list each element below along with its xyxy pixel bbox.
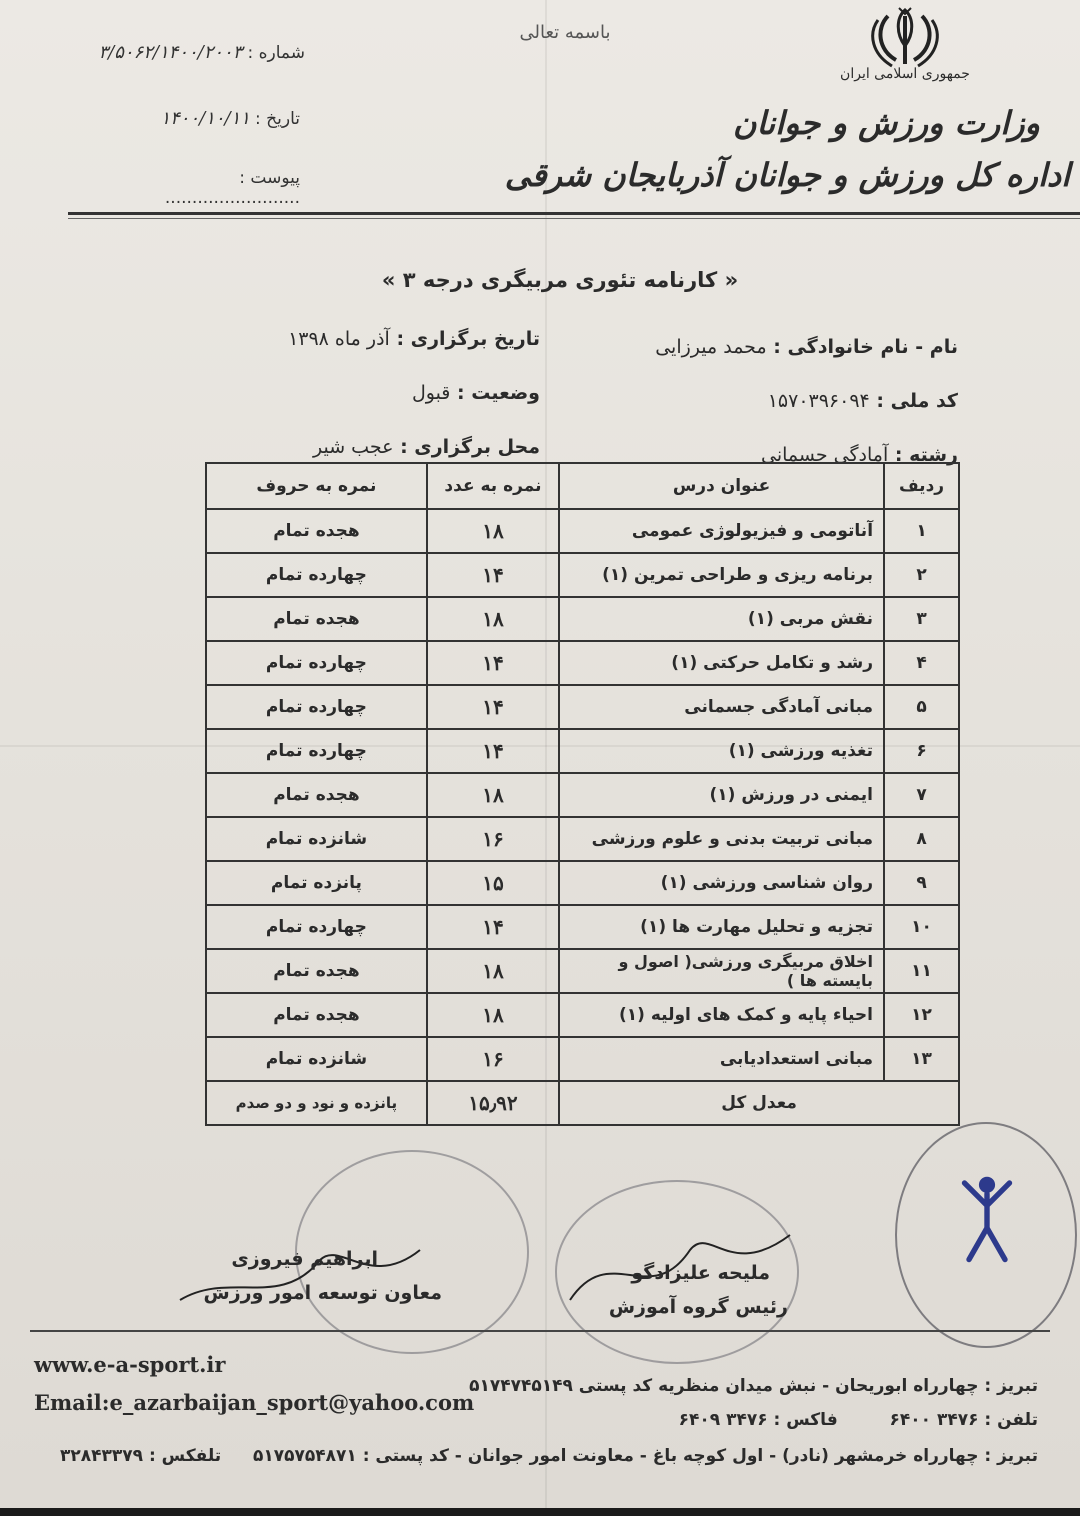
date-label: تاریخ : [255,109,300,129]
header-course-title: عنوان درس [559,463,884,509]
score-number: ۱۴ [427,905,559,949]
score-words: هجده تمام [206,773,427,817]
row-number: ۵ [884,685,959,729]
emblem-caption: جمهوری اسلامی ایران [840,66,970,82]
table-row [206,861,959,905]
right-signer-name: ملیحه علیزادگو [631,1262,770,1284]
attachment-dots: ......................... [164,188,300,208]
score-words: پانزده تمام [206,861,427,905]
table-row [206,641,959,685]
score-number: ۱۴ [427,553,559,597]
name-row [655,336,958,358]
score-number: ۱۴ [427,685,559,729]
phone-label: تلفن : [984,1410,1038,1430]
header-rule-thin [68,218,1080,219]
fax-label: فاکس : [773,1410,838,1430]
address-line-2 [60,1446,1038,1466]
federation-stamp [895,1122,1077,1348]
national-id-value: ۱۵۷۰۳۹۶۰۹۴ [767,390,870,412]
table-row [206,817,959,861]
telefax-value: ۳۲۸۴۳۳۷۹ [60,1446,144,1466]
table-row [206,685,959,729]
status-row [412,382,540,404]
course-title: برنامه ریزی و طراحی تمرین (۱) [559,553,884,597]
right-signer-title: رئیس گروه آموزش [608,1296,788,1318]
score-words: هجده تمام [206,597,427,641]
status-value: قبول [411,382,451,404]
table-row [206,773,959,817]
score-words: شانزده تمام [206,817,427,861]
score-words: چهارده تمام [206,685,427,729]
date-value: ۱۴۰۰/۱۰/۱۱ [160,108,250,129]
course-title: ایمنی در ورزش (۱) [559,773,884,817]
number-label: شماره : [247,43,305,63]
exam-date-value: آذر ماه ۱۳۹۸ [288,328,390,350]
number-value: ۳/۵۰۶۲/۱۴۰۰/۲۰۰۳ [98,42,243,63]
course-title: مبانی آمادگی جسمانی [559,685,884,729]
total-row [206,1081,959,1125]
table-row [206,597,959,641]
row-number: ۱۱ [884,949,959,993]
field-value: آمادگی جسمانی [761,444,889,466]
left-signer-title: معاون توسعه امور ورزش [203,1282,442,1304]
course-title: مبانی استعدادیابی [559,1037,884,1081]
exam-date-label: تاریخ برگزاری : [396,328,540,350]
row-number: ۱۳ [884,1037,959,1081]
row-number: ۷ [884,773,959,817]
header-rule [68,212,1080,215]
row-number: ۱ [884,509,959,553]
score-words: هجده تمام [206,509,427,553]
department-name: اداره کل ورزش و جوانان آذربایجان شرقی [504,156,1070,194]
score-number: ۱۶ [427,817,559,861]
score-words: هجده تمام [206,993,427,1037]
national-id-row [768,390,958,412]
course-title: نقش مربی (۱) [559,597,884,641]
total-words: پانزده و نود و دو صدم [206,1081,427,1125]
venue-value: عجب شیر [313,436,394,458]
table-header-row [206,463,959,509]
table-row [206,949,959,993]
email-link[interactable]: Email:e_azarbaijan_sport@yahoo.com [34,1390,475,1415]
total-score: ۱۵٫۹۲ [427,1081,559,1125]
row-number: ۳ [884,597,959,641]
header-score-number: نمره به عدد [427,463,559,509]
website-link[interactable]: www.e-a-sport.ir [34,1352,226,1377]
score-number: ۱۸ [427,597,559,641]
total-label: معدل کل [559,1081,959,1125]
table-row [206,509,959,553]
address-line-1: تبریز : چهارراه ابوریحان - نبش میدان منظریه کد پستی ۵۱۷۴۷۴۵۱۴۹ [469,1376,1038,1396]
bismillah: باسمه تعالی [519,22,611,43]
score-words: چهارده تمام [206,641,427,685]
national-id-label: کد ملی : [876,390,958,412]
course-title: رشد و تکامل حرکتی (۱) [559,641,884,685]
grades-table-body [206,509,959,1125]
score-words: چهارده تمام [206,729,427,773]
fax-value: ۳۴۷۶ ۶۴۰۹ [678,1410,768,1430]
row-number: ۱۰ [884,905,959,949]
score-number: ۱۶ [427,1037,559,1081]
header-row-number: ردیف [884,463,959,509]
score-words: هجده تمام [206,949,427,993]
row-number: ۸ [884,817,959,861]
row-number: ۶ [884,729,959,773]
attachment-row [100,168,300,208]
grades-table [205,462,960,1126]
table-row [206,905,959,949]
score-number: ۱۵ [427,861,559,905]
venue-row [313,436,540,458]
document-title: « کارنامه تئوری مربیگری درجه ۳ » [381,268,739,292]
table-row [206,1037,959,1081]
phone-fax-line [679,1410,1038,1430]
name-label: نام - نام خانوادگی : [773,336,958,358]
row-number: ۲ [884,553,959,597]
exam-date-row [288,328,540,350]
score-number: ۱۴ [427,641,559,685]
score-words: چهارده تمام [206,553,427,597]
number-row [55,42,305,63]
name-value: محمد میرزایی [655,336,767,358]
row-number: ۹ [884,861,959,905]
course-title: روان شناسی ورزشی (۱) [559,861,884,905]
telefax-label: تلفکس : [148,1446,222,1466]
score-number: ۱۴ [427,729,559,773]
table-row [206,993,959,1037]
header-score-words: نمره به حروف [206,463,427,509]
course-title: احیاء پایه و کمک های اولیه (۱) [559,993,884,1037]
score-words: چهارده تمام [206,905,427,949]
date-row [100,108,300,129]
ministry-name: وزارت ورزش و جوانان [732,104,1040,142]
footer-rule [30,1330,1050,1332]
score-words: شانزده تمام [206,1037,427,1081]
table-row [206,553,959,597]
iran-emblem-icon [866,6,944,70]
course-title: اخلاق مربیگری ورزشی( اصول و بایسته ها ) [559,949,884,993]
row-number: ۴ [884,641,959,685]
course-title: تجزیه و تحلیل مهارت ها (۱) [559,905,884,949]
address-2: تبریز : چهارراه خرمشهر (نادر) - اول کوچه باغ - معاونت امور جوانان - کد پستی : ۵۱۷۵۷۵۴۸۷۱ [253,1446,1038,1466]
phone-value: ۳۴۷۶ ۶۴۰۰ [889,1410,979,1430]
score-number: ۱۸ [427,509,559,553]
score-number: ۱۸ [427,949,559,993]
table-row [206,729,959,773]
left-signature [170,1230,430,1320]
score-number: ۱۸ [427,773,559,817]
field-label: رشته : [894,444,958,466]
left-signer-name: ابراهیم فیروزی [231,1248,378,1270]
score-number: ۱۸ [427,993,559,1037]
athlete-emblem-icon [942,1164,1032,1274]
venue-label: محل برگزاری : [400,436,540,458]
attachment-label: پیوست : [239,168,300,188]
row-number: ۱۲ [884,993,959,1037]
status-label: وضعیت : [457,382,540,404]
course-title: تغذیه ورزشی (۱) [559,729,884,773]
course-title: آناتومی و فیزیولوژی عمومی [559,509,884,553]
course-title: مبانی تربیت بدنی و علوم ورزشی [559,817,884,861]
